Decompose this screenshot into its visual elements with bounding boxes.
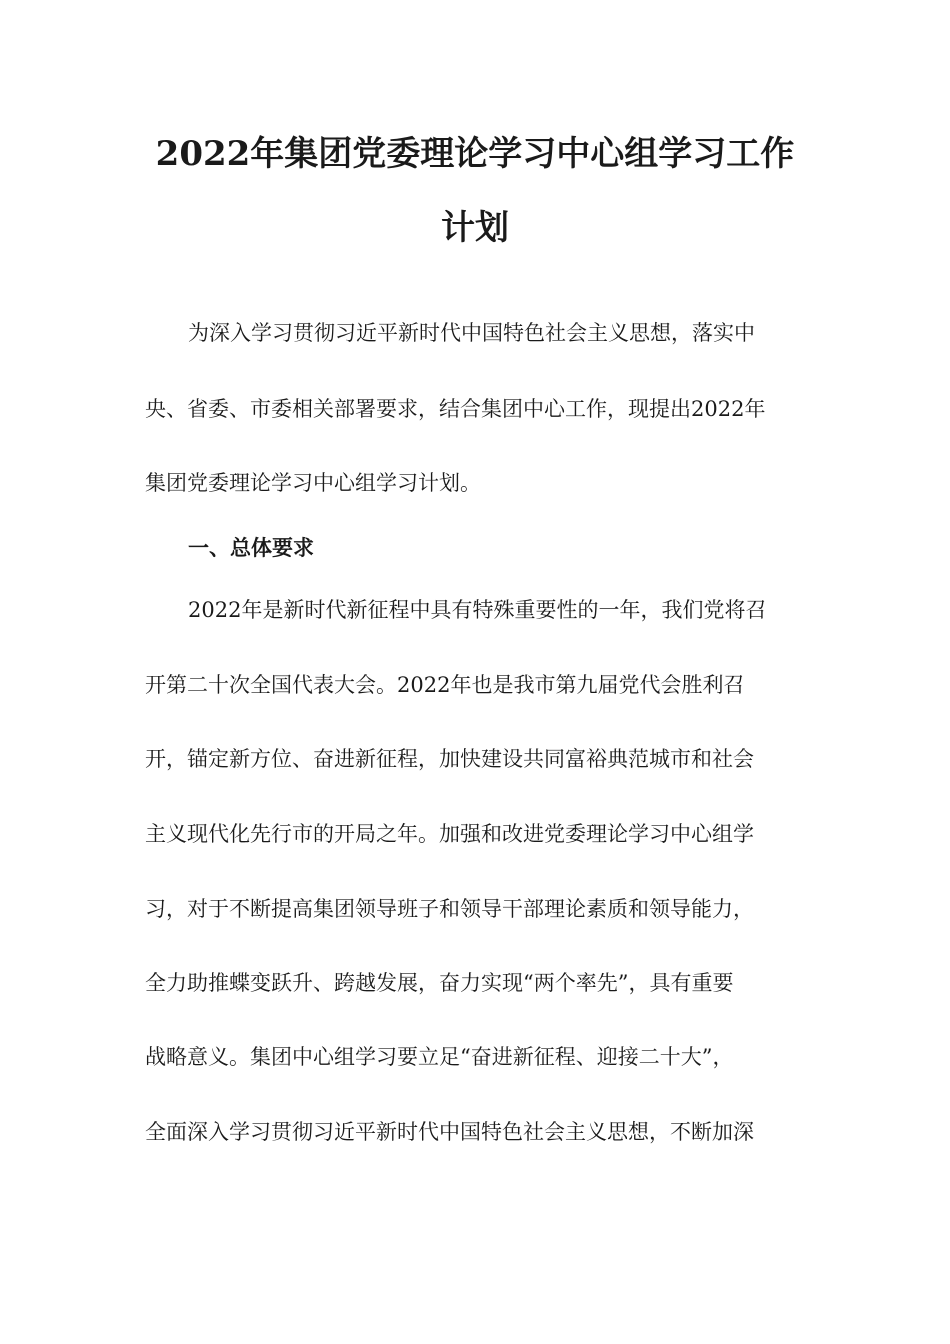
body-line: 习，对于不断提高集团领导班子和领导干部理论素质和领导能力， xyxy=(145,897,754,921)
document-title-line-2: 计划 xyxy=(441,208,509,248)
intro-line: 集团党委理论学习中心组学习计划。 xyxy=(145,471,481,495)
body-line: 全力助推蝶变跃升、跨越发展，奋力实现“两个率先”，具有重要 xyxy=(145,971,734,995)
body-line: 主义现代化先行市的开局之年。加强和改进党委理论学习中心组学 xyxy=(145,822,754,846)
intro-line: 为深入学习贯彻习近平新时代中国特色社会主义思想，落实中 xyxy=(188,321,755,345)
body-line: 2022年是新时代新征程中具有特殊重要性的一年，我们党将召 xyxy=(188,598,767,622)
body-line: 开，锚定新方位、奋进新征程，加快建设共同富裕典范城市和社会 xyxy=(145,747,754,771)
body-line: 全面深入学习贯彻习近平新时代中国特色社会主义思想，不断加深 xyxy=(145,1120,754,1144)
document-title-line-1: 2022年集团党委理论学习中心组学习工作 xyxy=(155,134,795,174)
section-heading: 一、总体要求 xyxy=(188,536,314,560)
intro-line: 央、省委、市委相关部署要求，结合集团中心工作，现提出2022年 xyxy=(145,397,766,421)
body-line: 开第二十次全国代表大会。2022年也是我市第九届党代会胜利召 xyxy=(145,673,745,697)
body-line: 战略意义。集团中心组学习要立足“奋进新征程、迎接二十大”， xyxy=(145,1045,734,1069)
